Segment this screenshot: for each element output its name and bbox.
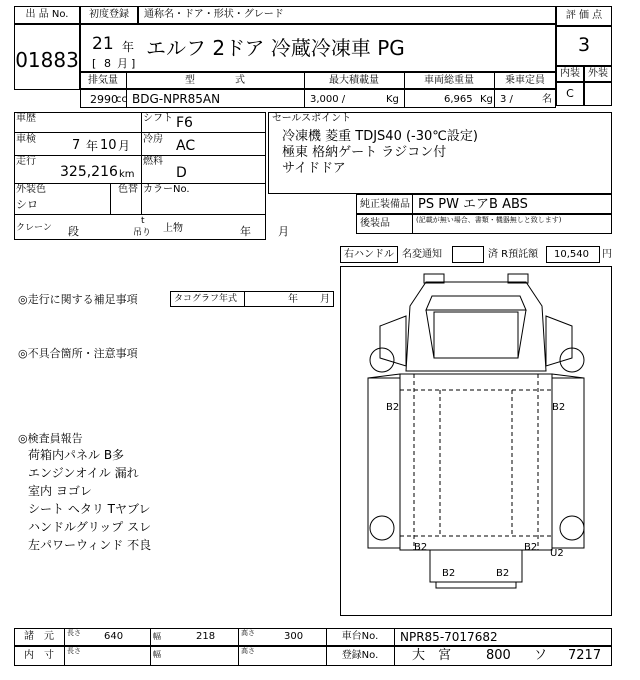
capacity-label: 乗車定員 xyxy=(505,75,545,86)
shift-value: F6 xyxy=(176,115,193,131)
gross-weight-value: 6,965 xyxy=(444,94,473,105)
height-label: 高さ xyxy=(241,629,255,637)
aftermarket-note: (記載が無い場合、書類・機器無しと致します) xyxy=(416,216,562,224)
chassis-label: 車台No. xyxy=(341,631,379,642)
reg-kana: ソ xyxy=(534,648,548,663)
lot-number: 01883 xyxy=(15,48,79,72)
inspector-line: シート ヘタリ Tヤブレ xyxy=(28,502,151,516)
deposit-value: 10,540 xyxy=(554,249,589,260)
col-divider xyxy=(141,112,142,183)
length-label: 長さ xyxy=(67,629,81,637)
capacity-unit: 名 xyxy=(542,94,552,105)
crane-label: クレーン xyxy=(16,223,52,233)
damage-mark-cargo-right: B2 xyxy=(552,402,566,413)
sales-point-line-2: 極東 格納ゲート ラジコン付 xyxy=(282,145,447,160)
tailgate-lip xyxy=(436,582,516,588)
crane-t-unit: t xyxy=(141,216,145,226)
damage-mark-rear-right: B2 xyxy=(524,542,538,553)
inspection-month: 10 xyxy=(100,138,117,153)
model-type-label: 型 式 xyxy=(185,75,245,86)
std-equipment-label: 純正装備品 xyxy=(360,199,410,210)
crane-month-unit: 月 xyxy=(278,225,289,238)
fuel-label: 燃料 xyxy=(143,156,163,167)
row-divider xyxy=(14,155,266,156)
row-divider xyxy=(14,183,266,184)
fuel-value: D xyxy=(176,165,187,181)
reg-month-unit: 月 xyxy=(117,57,128,70)
reg-month: 8 xyxy=(104,57,111,70)
capacity-value: 3 / xyxy=(500,94,513,105)
col-divider xyxy=(110,183,111,214)
interior-dims-row xyxy=(14,646,612,666)
inspection-year: 7 xyxy=(72,138,81,153)
truck-diagram xyxy=(340,266,612,616)
interior-score: C xyxy=(566,87,574,100)
col-divider xyxy=(141,183,142,214)
first-reg-label: 初度登録 xyxy=(89,9,129,20)
damage-mark-cargo-left: B2 xyxy=(386,402,400,413)
name-change-label: 名変通知 xyxy=(402,249,442,260)
inspection-year-unit: 年 xyxy=(86,139,99,153)
width-value: 218 xyxy=(196,631,216,642)
displacement-label: 排気量 xyxy=(88,75,118,86)
tacho-label: タコグラフ年式 xyxy=(174,294,238,304)
inspector-line: エンジンオイル 漏れ xyxy=(28,466,139,480)
damage-mark-rear-left: B2 xyxy=(414,542,428,553)
reg-year: 21 xyxy=(92,34,114,54)
dims-label: 諸 元 xyxy=(24,631,54,642)
door-left xyxy=(380,316,406,366)
ext-color-value: シロ xyxy=(16,198,38,211)
name-change-box xyxy=(452,246,484,263)
ext-color-label: 外装色 xyxy=(16,184,46,195)
model-type-value: BDG-NPR85AN xyxy=(132,92,221,106)
cargo-box xyxy=(400,374,552,550)
col-divider xyxy=(394,628,395,666)
model-label: 通称名・ドア・形状・グレード xyxy=(144,9,284,20)
windshield xyxy=(426,296,526,310)
inspector-line: ハンドルグリップ スレ xyxy=(28,520,152,534)
lot-label: 出 品 No. xyxy=(25,9,69,20)
row-divider xyxy=(14,132,266,133)
sales-points-label: セールスポイント xyxy=(272,113,352,124)
width-label: 幅 xyxy=(153,650,161,659)
tacho-month-unit: 月 xyxy=(320,294,330,305)
reg-class: 800 xyxy=(486,648,511,663)
length-value: 640 xyxy=(104,631,124,642)
color-code-label: カラーNo. xyxy=(143,184,190,195)
wheel-front-left xyxy=(370,348,394,372)
row-divider xyxy=(14,214,266,215)
interior-dims-label: 内 寸 xyxy=(24,650,54,661)
exterior-score-cell xyxy=(584,82,612,106)
reg-label: 登録No. xyxy=(341,650,379,661)
handle-value: 右ハンドル xyxy=(344,249,394,260)
reg-month-close: ] xyxy=(131,57,136,70)
reg-year-unit: 年 xyxy=(122,40,135,54)
car-name: エルフ 2ドア 冷蔵冷凍車 PG xyxy=(146,36,405,60)
reg-number: 7217 xyxy=(568,648,602,663)
interior-label: 内装 xyxy=(560,68,580,79)
max-load-value: 3,000 / xyxy=(310,94,346,105)
height-value: 300 xyxy=(284,631,304,642)
col-divider xyxy=(64,628,65,666)
supplement-title: ◎走行に関する補足事項 xyxy=(18,293,138,306)
length-label: 長さ xyxy=(67,647,81,655)
inspector-line: 室内 ヨゴレ xyxy=(28,484,92,498)
color-change-label: 色替 xyxy=(118,184,138,195)
col-divider xyxy=(238,628,239,666)
col-divider xyxy=(150,628,151,666)
ac-value: AC xyxy=(176,138,196,154)
crane-top-label: 上物 xyxy=(163,223,183,234)
wheel-rear-left xyxy=(370,516,394,540)
wheel-rear-right xyxy=(560,516,584,540)
max-load-unit: Kg xyxy=(386,94,399,105)
mileage-unit: km xyxy=(119,169,135,180)
height-label: 高さ xyxy=(241,647,255,655)
displacement-value: 2990 xyxy=(90,93,118,106)
door-right xyxy=(546,316,572,366)
sales-point-line-1: 冷凍機 菱重 TDJS40 (-30℃設定) xyxy=(282,129,478,144)
inspector-line: 左パワーウィンド 不良 xyxy=(28,538,152,552)
displacement-unit: cc xyxy=(116,94,127,105)
crane-lift-unit: 吊り xyxy=(133,228,152,238)
crane-year-unit: 年 xyxy=(240,225,251,238)
deposit-unit: 円 xyxy=(602,249,612,260)
damage-mark-rear-corner: U2 xyxy=(550,548,564,559)
chassis-value: NPR85-7017682 xyxy=(400,630,498,644)
col-divider xyxy=(244,291,245,307)
deposit-label: 済 R預託額 xyxy=(488,249,539,260)
gross-weight-unit: Kg xyxy=(480,94,493,105)
damage-mark-tailgate-right: B2 xyxy=(496,568,510,579)
max-load-label: 最大積載量 xyxy=(329,75,379,86)
damage-mark-tailgate-left: B2 xyxy=(442,568,456,579)
score-value: 3 xyxy=(577,34,591,56)
inspection-month-unit: 月 xyxy=(118,139,131,153)
std-equipment-value: PS PW エアB ABS xyxy=(418,197,528,212)
gross-weight-label: 車両総重量 xyxy=(424,75,474,86)
inspector-title: ◎検査員報告 xyxy=(18,432,83,445)
score-label: 評 価 点 xyxy=(565,10,603,21)
defects-title: ◎不具合箇所・注意事項 xyxy=(18,347,138,360)
inspection-label: 車検 xyxy=(16,134,36,145)
reg-area: 大 宮 xyxy=(412,648,452,663)
crane-stage-unit: 段 xyxy=(68,225,79,238)
shift-label: シフト xyxy=(143,113,173,124)
mileage-label: 走行 xyxy=(16,156,36,167)
sales-point-line-3: サイドドア xyxy=(282,161,346,176)
exterior-label: 外装 xyxy=(588,68,608,79)
width-label: 幅 xyxy=(153,632,161,641)
aftermarket-label: 後装品 xyxy=(360,218,390,229)
inspector-line: 荷箱内パネル B多 xyxy=(28,448,125,462)
ac-label: 冷房 xyxy=(143,134,163,145)
cab-roof xyxy=(434,312,518,358)
tacho-year-unit: 年 xyxy=(288,294,298,305)
reg-month-open: [ xyxy=(92,57,97,70)
history-label: 車歴 xyxy=(16,113,36,124)
mileage-value: 325,216 xyxy=(60,164,118,180)
